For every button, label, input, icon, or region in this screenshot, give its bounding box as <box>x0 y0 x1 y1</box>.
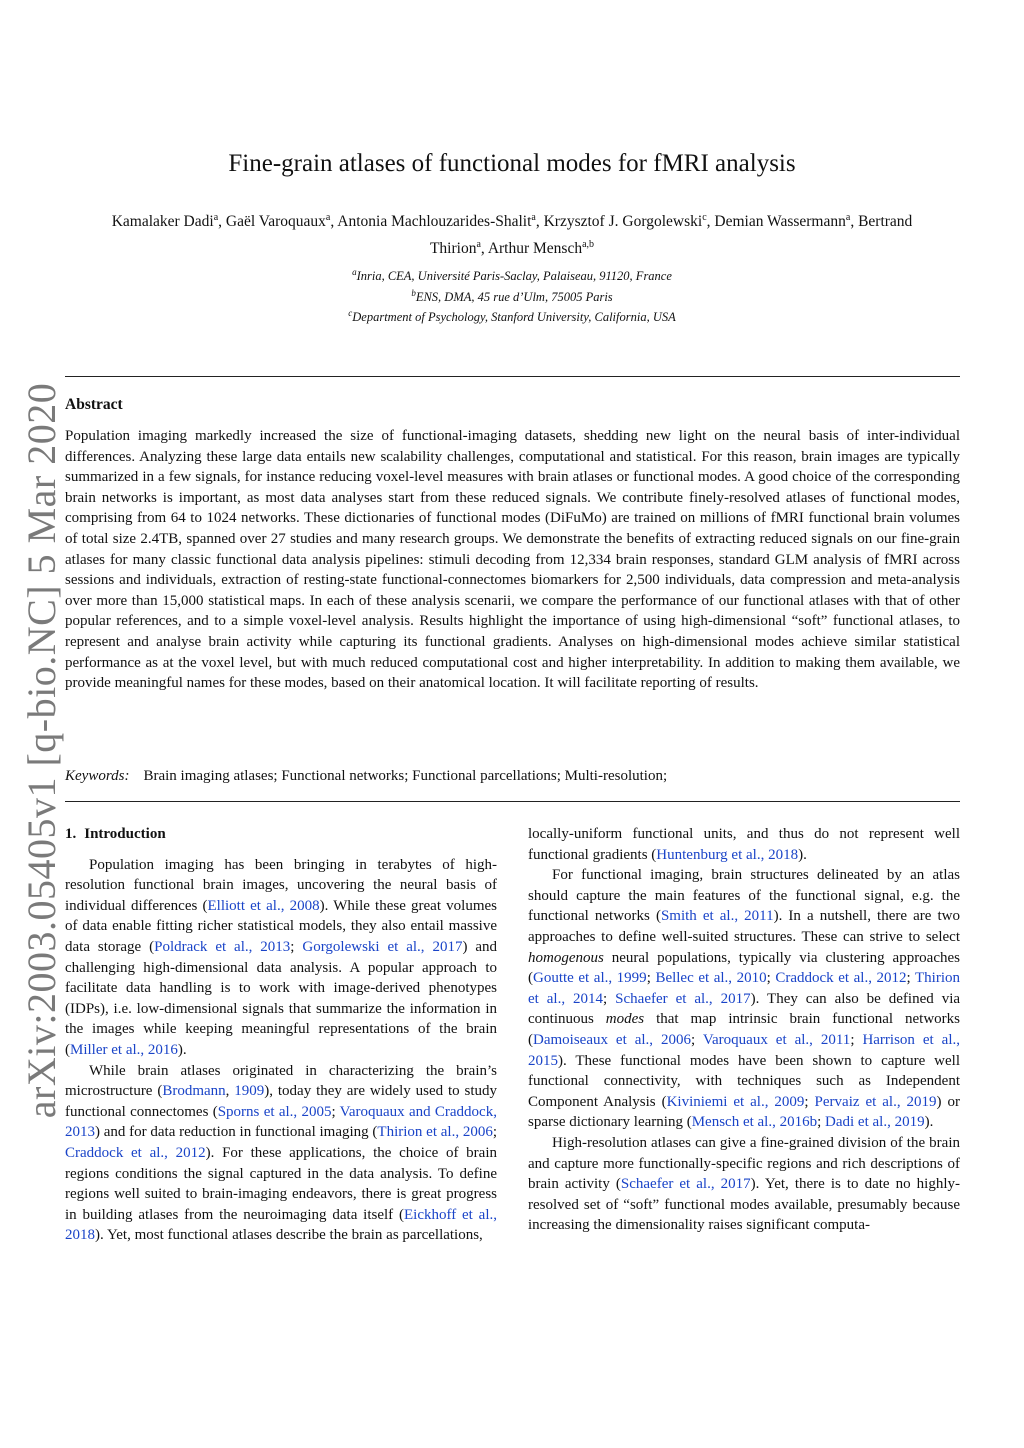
text-run: ; <box>766 970 776 987</box>
affiliation-mark: c <box>348 308 353 319</box>
text-run: ). Yet, there is to date no highly-resolved set of “soft” functional modes available, presumably because increasing the dimensionality raises significant computa- <box>528 1176 960 1234</box>
citation-link[interactable]: Elliott et al., 2008 <box>207 897 320 914</box>
text-run: ; <box>290 938 303 955</box>
affiliation <box>100 285 924 306</box>
section-title: Introduction <box>84 826 166 842</box>
citation-link[interactable]: Huntenburg et al., 2018 <box>656 846 799 863</box>
text-run: ). While these great volumes of data enable fitting richer statistical models, they also entail massive data storage ( <box>65 897 497 955</box>
text-run: ; <box>804 1093 815 1110</box>
paragraph <box>528 1133 960 1236</box>
abstract-body: Population imaging markedly increased the size of functional-imaging datasets, shedding new light on the neural basis of inter-individual differences. Analyzing these large data entails new scalability challenges, computational and statistical. For this reason, brain images are typically summarized in a few signals, for instance reducing voxel-level measures with brain atlases or functional modes. A good choice of the corresponding brain networks is important, as most data analyses start from these reduced signals. We contribute finely-resolved atlases of functional modes, comprising from 64 to 1024 networks. These dictionaries of functional modes (DiFuMo) are trained on millions of fMRI functional brain volumes of total size 2.4TB, spanned over 27 studies and many research groups. We demonstrate the benefits of extracting reduced signals on our fine-grain atlases for many classic functional data analysis pipelines: stimuli decoding from 12,334 brain responses, standard GLM analysis of fMRI across sessions and individuals, extraction of resting-state functional-connectomes biomarkers for 2,500 individuals, data compression and meta-analysis over more than 15,000 statistical maps. In each of these analysis scenarii, we compare the performance of our functional atlases with that of other popular references, and to a simple voxel-level analysis. Results highlight the importance of using high-dimensional “soft” functional atlases, to represent and analyse brain activity while capturing its functional gradients. Analyses on high-dimensional modes achieve similar statistical performance as at the voxel level, but with much reduced computational cost and higher interpretability. In addition to making them available, we provide meaningful names for these modes, based on their anatomical location. It will facilitate reporting of results. <box>65 428 960 692</box>
citation-link[interactable]: Mensch et al., 2016b <box>691 1114 818 1131</box>
text-run: ; <box>603 990 616 1007</box>
author <box>337 213 536 230</box>
citation-link[interactable]: Goutte et al., 1999 <box>533 970 647 987</box>
author-name: Kamalaker Dadi <box>111 213 214 231</box>
arxiv-identifier-sidebar <box>18 382 66 1118</box>
text-run: that map intrinsic brain functional networks ( <box>528 1011 960 1048</box>
text-run: High-resolution atlases can give a fine-grained division of the brain and capture more functionally-specific regions and rich descriptions of brain activity ( <box>528 1134 960 1193</box>
affiliation-mark: a <box>352 267 357 277</box>
text-run: ; <box>850 1031 863 1048</box>
author-affiliation-mark: a <box>325 212 331 223</box>
text-run: locally-uniform functional units, and thus do not represent well functional gradients ( <box>528 826 960 863</box>
author <box>112 213 218 230</box>
citation-link[interactable]: Craddock et al., 2012 <box>775 970 907 987</box>
abstract-heading: Abstract <box>65 396 123 413</box>
author <box>488 240 594 257</box>
keywords-text: Brain imaging atlases; Functional networks; Functional parcellations; Multi-resolution; <box>143 768 668 784</box>
emphasized-text: homogenous <box>528 949 604 966</box>
emphasized-text: modes <box>605 1011 645 1028</box>
right-column <box>528 824 960 1236</box>
text-run: ; <box>492 1124 497 1141</box>
section-heading <box>65 824 497 845</box>
author <box>226 213 330 230</box>
author-affiliation-mark: a,b <box>582 239 595 251</box>
affiliation-list <box>100 264 924 326</box>
citation-link[interactable]: Schaefer et al., 2017 <box>620 1176 751 1193</box>
text-run: neural populations, typically via clustering approaches ( <box>528 949 960 987</box>
citation-link[interactable]: Dadi et al., 2019 <box>825 1114 925 1131</box>
author-affiliation-mark: a <box>845 212 851 223</box>
text-run: ; <box>906 970 916 987</box>
text-run: ; <box>691 1031 703 1048</box>
citation-link[interactable]: Thirion et al., 2006 <box>377 1124 493 1141</box>
author <box>714 213 850 230</box>
arxiv-identifier: arXiv:2003.05405v1 [q-bio.NC] 5 Mar 2020 <box>19 382 65 1118</box>
citation-link[interactable]: 1909 <box>234 1083 265 1100</box>
author <box>544 213 707 230</box>
text-run: ). <box>177 1041 187 1058</box>
text-run: ). In a nutshell, there are two approaches to define well-suited structures. These can strive to select <box>528 908 960 945</box>
paper-title: Fine-grain atlases of functional modes for fMRI analysis <box>228 150 796 177</box>
text-run: ). Yet, most functional atlases describe the brain as parcellations, <box>95 1227 483 1244</box>
author-name: Krzysztof J. Gorgolewski <box>543 213 703 231</box>
citation-link[interactable]: Eickhoff et al., 2018 <box>65 1206 498 1244</box>
author-name: Bertrand Thirion <box>429 213 913 258</box>
keywords-label: Keywords: <box>65 768 130 784</box>
left-column <box>65 824 497 1246</box>
citation-link[interactable]: Varoquaux and Craddock, 2013 <box>65 1103 497 1141</box>
text-run: ). <box>924 1114 934 1131</box>
top-rule <box>65 376 960 377</box>
text-run: ). <box>798 846 807 863</box>
citation-link[interactable]: Smith et al., 2011 <box>660 908 774 925</box>
affiliation-text: ENS, DMA, 45 rue d’Ulm, 75005 Paris <box>415 289 613 304</box>
citation-link[interactable]: Sporns et al., 2005 <box>217 1103 332 1120</box>
citation-link[interactable]: Harrison et al., 2015 <box>528 1031 960 1069</box>
author-list: Kamalaker Dadi$^a$, Gaël Varoquaux$^a$, Antonia Machlouzarides-Shalit$^a$, Krzysztof J. Gorgolewski$^c$, Demian Wassermann$^a$, Bertrand Thirion$^a$, Arthur Mensch$^{a,b}$ <box>111 212 913 258</box>
text-run: ; <box>646 970 656 987</box>
affiliation-text: Department of Psychology, Stanford University, California, USA <box>352 310 676 325</box>
text-run: ) or sparse dictionary learning ( <box>528 1093 960 1131</box>
author-affiliation-mark: c <box>702 212 707 223</box>
author-affiliation-mark: a <box>531 212 536 223</box>
text-run: While brain atlases originated in characterizing the brain’s microstructure ( <box>65 1062 497 1100</box>
paragraph <box>528 865 960 1133</box>
affiliation <box>100 305 924 326</box>
citation-link[interactable]: Brodmann <box>162 1083 226 1100</box>
text-run: Population imaging has been bringing in terabytes of high-resolution functional brain images, uncovering the neural basis of individual differences ( <box>65 856 497 914</box>
text-run: ) and challenging high-dimensional data analysis. A popular approach to facilitate data handling is to work with image-derived phenotypes (IDPs), i.e. low-dimensional signals that summarize the information in the images while keeping meaningful representations of the brain ( <box>65 938 498 1058</box>
bottom-rule <box>65 801 960 802</box>
citation-link[interactable]: Bellec et al., 2010 <box>655 970 767 987</box>
keywords <box>65 766 960 786</box>
text-run: ). For these applications, the choice of brain regions conditions the signal captured in the data analysis. To define regions well suited to brain-imaging endeavors, there is great progress in building atlases from the neuroimaging data itself ( <box>65 1144 498 1223</box>
citation-link[interactable]: Craddock et al., 2012 <box>65 1144 206 1161</box>
citation-link[interactable]: Pervaiz et al., 2019 <box>814 1093 937 1110</box>
paragraph <box>65 1061 497 1246</box>
citation-link[interactable]: Miller et al., 2016 <box>70 1041 178 1058</box>
author-affiliation-mark: a <box>476 239 481 251</box>
author-name: Antonia Machlouzarides-Shalit <box>337 213 532 231</box>
citation-link[interactable]: Damoiseaux et al., 2006 <box>533 1031 691 1048</box>
text-run: ), today they are widely used to study functional connectomes ( <box>65 1083 498 1120</box>
author-name: Gaël Varoquaux <box>225 213 326 231</box>
author-name: Demian Wassermann <box>714 213 846 231</box>
text-run: ). They can also be defined via continuous <box>528 990 961 1028</box>
affiliation-mark: b <box>411 287 416 298</box>
citation-link[interactable]: Thirion et al., 2014 <box>528 970 961 1007</box>
citation-link[interactable]: Schaefer et al., 2017 <box>615 990 751 1007</box>
paragraph <box>528 824 960 865</box>
affiliation <box>100 264 924 285</box>
citation-link[interactable]: Kiviniemi et al., 2009 <box>666 1093 805 1110</box>
text-run: ; <box>331 1103 340 1120</box>
citation-link[interactable]: Gorgolewski et al., 2017 <box>302 938 463 955</box>
text-run: ) and for data reduction in functional imaging ( <box>95 1124 378 1141</box>
text-run: ). These functional modes have been shown to capture well functional connectivity, with techniques such as Independent Component Analysis ( <box>528 1052 960 1110</box>
author-name: Arthur Mensch <box>487 240 583 258</box>
affiliation-text: Inria, CEA, Université Paris-Saclay, Palaiseau, 91120, France <box>356 269 672 284</box>
text-run: ; <box>817 1114 826 1131</box>
citation-link[interactable]: Varoquaux et al., 2011 <box>702 1031 851 1048</box>
citation-link[interactable]: Poldrack et al., 2013 <box>154 938 291 955</box>
text-run: , <box>225 1083 235 1100</box>
paragraph <box>65 855 497 1061</box>
author-affiliation-mark: a <box>213 212 219 223</box>
text-run: For functional imaging, brain structures delineated by an atlas should capture the main features of the functional signal, e.g. the functional networks ( <box>528 867 960 925</box>
section-number: 1. <box>65 826 77 842</box>
